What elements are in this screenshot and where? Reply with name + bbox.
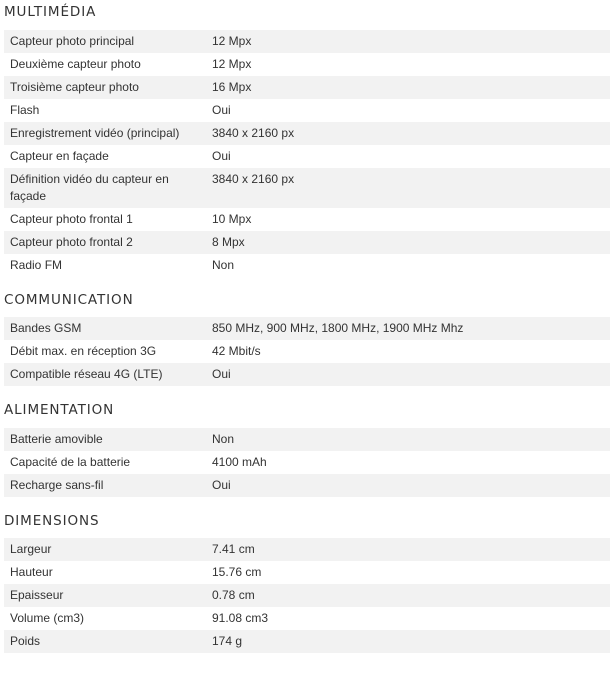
section-title-communication: COMMUNICATION [4, 292, 134, 308]
spec-value: 0.78 cm [206, 584, 610, 607]
spec-row [4, 474, 610, 497]
spec-row [4, 317, 610, 340]
spec-row [4, 630, 610, 653]
spec-label: Bandes GSM [4, 317, 206, 340]
spec-label: Capteur photo principal [4, 30, 206, 53]
spec-value: Oui [206, 474, 610, 497]
spec-label: Largeur [4, 538, 206, 561]
spec-value: 10 Mpx [206, 208, 610, 231]
spec-value: 850 MHz, 900 MHz, 1800 MHz, 1900 MHz Mhz [206, 317, 610, 340]
spec-label: Capteur photo frontal 1 [4, 208, 206, 231]
spec-label: Capacité de la batterie [4, 451, 206, 474]
spec-table-alimentation [4, 428, 610, 497]
spec-row [4, 428, 610, 451]
spec-label: Deuxième capteur photo [4, 53, 206, 76]
spec-value: 15.76 cm [206, 561, 610, 584]
spec-table-dimensions [4, 538, 610, 653]
spec-label: Débit max. en réception 3G [4, 340, 206, 363]
spec-value: 3840 x 2160 px [206, 122, 610, 145]
spec-value: 42 Mbit/s [206, 340, 610, 363]
spec-label: Batterie amovible [4, 428, 206, 451]
spec-row [4, 340, 610, 363]
spec-row [4, 254, 610, 277]
spec-label: Capteur photo frontal 2 [4, 231, 206, 254]
spec-row [4, 99, 610, 122]
spec-row [4, 231, 610, 254]
spec-label: Volume (cm3) [4, 607, 206, 630]
spec-value: Oui [206, 363, 610, 386]
spec-row [4, 53, 610, 76]
spec-label: Epaisseur [4, 584, 206, 607]
spec-value: 174 g [206, 630, 610, 653]
spec-row [4, 607, 610, 630]
spec-value: 4100 mAh [206, 451, 610, 474]
spec-table-multimedia [4, 30, 610, 277]
spec-row [4, 363, 610, 386]
spec-value: 91.08 cm3 [206, 607, 610, 630]
section-title-dimensions: DIMENSIONS [4, 513, 100, 529]
section-multimedia [0, 0, 610, 277]
spec-value: 7.41 cm [206, 538, 610, 561]
spec-row [4, 538, 610, 561]
section-alimentation [0, 386, 610, 497]
section-dimensions [0, 497, 610, 653]
spec-row [4, 584, 610, 607]
spec-label: Troisième capteur photo [4, 76, 206, 99]
spec-label: Radio FM [4, 254, 206, 277]
spec-value: Oui [206, 145, 610, 168]
spec-label: Hauteur [4, 561, 206, 584]
spec-row [4, 561, 610, 584]
section-communication [0, 277, 610, 386]
spec-label: Enregistrement vidéo (principal) [4, 122, 206, 145]
spec-value: 12 Mpx [206, 30, 610, 53]
spec-row [4, 76, 610, 99]
spec-label: Poids [4, 630, 206, 653]
spec-value: 8 Mpx [206, 231, 610, 254]
spec-label: Définition vidéo du capteur en façade [4, 168, 206, 208]
spec-value: 3840 x 2160 px [206, 168, 610, 208]
spec-value: 12 Mpx [206, 53, 610, 76]
spec-row [4, 30, 610, 53]
spec-row [4, 122, 610, 145]
spec-label: Capteur en façade [4, 145, 206, 168]
spec-label: Flash [4, 99, 206, 122]
section-title-alimentation: ALIMENTATION [4, 402, 115, 418]
spec-row [4, 451, 610, 474]
spec-label: Recharge sans-fil [4, 474, 206, 497]
spec-table-communication [4, 317, 610, 386]
spec-value: Non [206, 254, 610, 277]
spec-row [4, 208, 610, 231]
section-title-multimedia: MULTIMÉDIA [4, 4, 97, 20]
spec-row [4, 145, 610, 168]
spec-value: 16 Mpx [206, 76, 610, 99]
spec-value: Oui [206, 99, 610, 122]
spec-value: Non [206, 428, 610, 451]
spec-row [4, 168, 610, 208]
spec-label: Compatible réseau 4G (LTE) [4, 363, 206, 386]
